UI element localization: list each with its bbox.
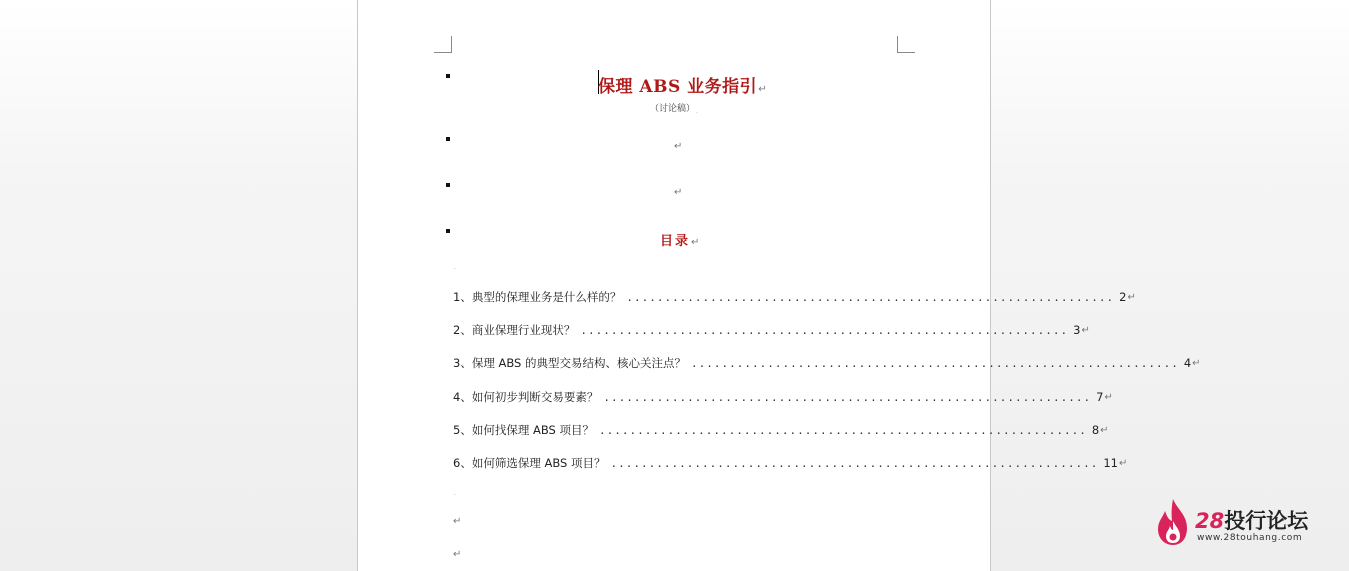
document-subtitle[interactable] [650, 101, 698, 114]
toc-page-number: 4 [1183, 356, 1192, 370]
toc-leader-dots: ................................................................ [610, 456, 1099, 470]
toc-leader-dots: ................................................................ [603, 390, 1092, 404]
watermark-number: 28 [1195, 509, 1225, 533]
crop-mark-top-right [897, 36, 915, 53]
watermark-logo [1155, 495, 1325, 550]
toc-entry-text: 4、如何初步判断交易要素？ [453, 390, 599, 404]
toc-entry-text: 3、保理 ABS 的典型交易结构、核心关注点？ [453, 356, 686, 370]
return-mark: ↵ [1118, 457, 1128, 469]
return-mark: ↵ [1081, 324, 1090, 336]
toc-page-number: 8 [1091, 423, 1100, 437]
watermark-name [1195, 505, 1308, 535]
toc-entry[interactable] [453, 388, 1113, 406]
toc-entry[interactable] [453, 421, 1109, 439]
return-mark: ↵ [1104, 391, 1113, 403]
toc-heading[interactable] [660, 230, 701, 249]
return-mark: ↵ [674, 187, 683, 198]
document-subtitle-text: （讨论稿） [650, 104, 696, 114]
watermark-url: www.28touhang.com [1197, 533, 1303, 543]
toc-entry-text: 1、典型的保理业务是什么样的？ [453, 290, 622, 304]
watermark-text: 投行论坛 [1224, 509, 1309, 533]
paragraph-end-mark: . [454, 490, 456, 497]
toc-leader-dots: ................................................................ [690, 356, 1179, 370]
return-mark: ↵ [674, 141, 683, 152]
return-mark: ↵ [453, 549, 462, 560]
toc-entry[interactable] [453, 321, 1090, 339]
toc-entry[interactable] [453, 354, 1201, 372]
paragraph-end-mark: . [454, 264, 456, 271]
return-mark: ↵ [691, 237, 702, 248]
toc-entry[interactable] [453, 288, 1136, 306]
return-mark: ↵ [1192, 357, 1201, 369]
toc-leader-dots: ................................................................ [580, 323, 1069, 337]
toc-page-number: 2 [1119, 290, 1127, 304]
toc-entry-text: 5、如何找保理 ABS 项目？ [453, 423, 594, 437]
toc-entry-text: 2、商业保理行业现状？ [453, 323, 576, 337]
crop-mark-top-left [434, 36, 452, 53]
toc-page-number: 11 [1103, 456, 1118, 470]
document-title[interactable] [598, 72, 767, 97]
toc-leader-dots: ................................................................ [626, 290, 1115, 304]
return-mark: ↵ [453, 516, 462, 527]
document-title-text: 保理 ABS 业务指引 [598, 77, 758, 97]
paragraph-end-mark: . [696, 108, 698, 115]
toc-leader-dots: ................................................................ [598, 423, 1087, 437]
return-mark: ↵ [1100, 424, 1109, 436]
paragraph-marker [446, 229, 450, 233]
return-mark: ↵ [758, 84, 768, 95]
toc-heading-text: 目录 [660, 234, 691, 249]
paragraph-marker [446, 74, 450, 78]
document-page[interactable] [357, 0, 1201, 571]
toc-entry-text: 6、如何筛选保理 ABS 项目？ [453, 456, 606, 470]
toc-page-number: 3 [1073, 323, 1081, 337]
return-mark: ↵ [1127, 291, 1136, 303]
toc-entry[interactable] [453, 454, 1128, 472]
paragraph-marker [446, 137, 450, 141]
flame-icon [1155, 497, 1191, 547]
toc-page-number: 7 [1096, 390, 1104, 404]
paragraph-marker [446, 183, 450, 187]
